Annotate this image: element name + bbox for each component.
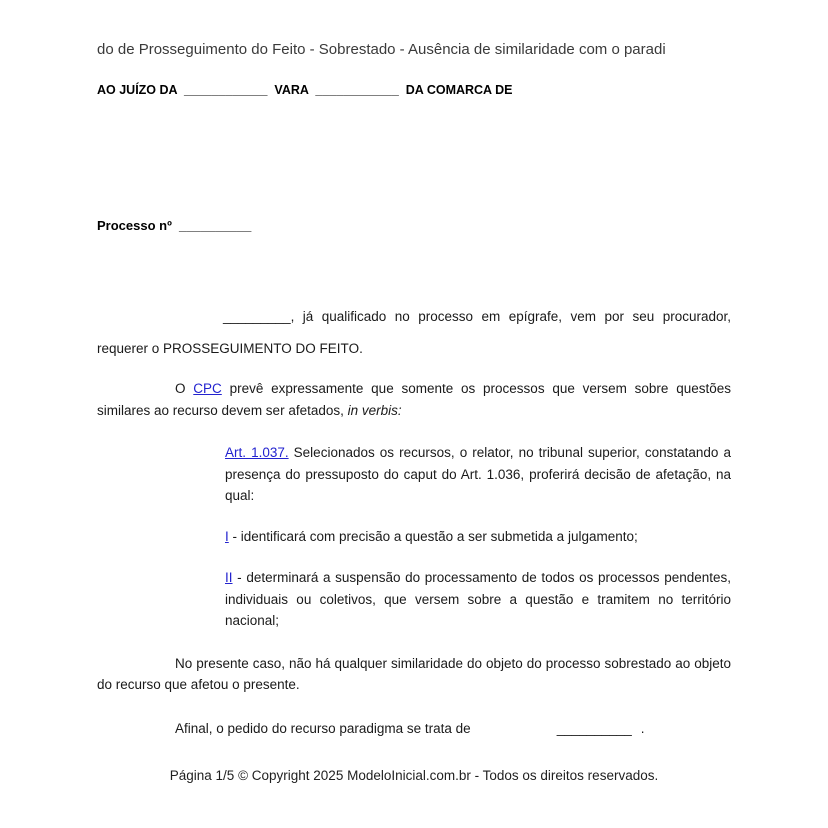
cpc-link[interactable]: CPC [193, 381, 222, 396]
closing-blank-field: __________ [556, 720, 632, 736]
closing-period: . [640, 720, 645, 736]
process-number-line: Processo nº __________ [97, 218, 252, 233]
quote-item-i-text: - identificará com precisão a questão a ser submetida a julgamento; [228, 529, 638, 544]
intro-paragraph: _________, já qualificado no processo em epígrafe, vem por seu procurador, requerer o PROSSEGUIMENTO DO FEITO. [97, 309, 731, 356]
art-1037-link[interactable]: Art. 1.037. [225, 445, 289, 460]
page-footer: Página 1/5 © Copyright 2025 ModeloInicial.com.br - Todos os direitos reservados. [169, 768, 659, 783]
quote-item-ii [225, 567, 731, 632]
quote-item-i [225, 526, 731, 548]
cpc-paragraph [97, 378, 731, 421]
cpc-paragraph-after: prevê expressamente que somente os processos que versem sobre questões similares ao recurso devem ser afetados, [97, 381, 731, 418]
cpc-paragraph-before: O [175, 381, 194, 396]
item-ii-link[interactable]: II [225, 570, 233, 585]
item-i-link[interactable]: I [225, 529, 229, 544]
closing-text: Afinal, o pedido do recurso paradigma se trata de [175, 720, 471, 736]
court-addressing-line: AO JUÍZO DA ____________ VARA ____________ DA COMARCA DE [97, 83, 513, 97]
quote-art-1037-text: Selecionados os recursos, o relator, no tribunal superior, constatando a presença do pressuposto do caput do Art. 1.036, proferirá decisão de afetação, na qual: [225, 445, 731, 503]
no-similarity-paragraph: No presente caso, não há qualquer similaridade do objeto do processo sobrestado ao objeto do recurso que afetou o presente. [97, 655, 731, 692]
closing-paragraph [97, 718, 731, 740]
quote-art-1037-paragraph [225, 442, 731, 507]
quote-item-ii-text: - determinará a suspensão do processamento de todos os processos pendentes, individuais ou coletivos, que versem sobre a questão e tramitem no território nacional; [225, 570, 731, 628]
document-title: do de Prosseguimento do Feito - Sobrestado - Ausência de similaridade com o paradi [97, 41, 666, 58]
legal-quote-block [225, 442, 731, 632]
in-verbis-italic: in verbis: [347, 402, 402, 418]
